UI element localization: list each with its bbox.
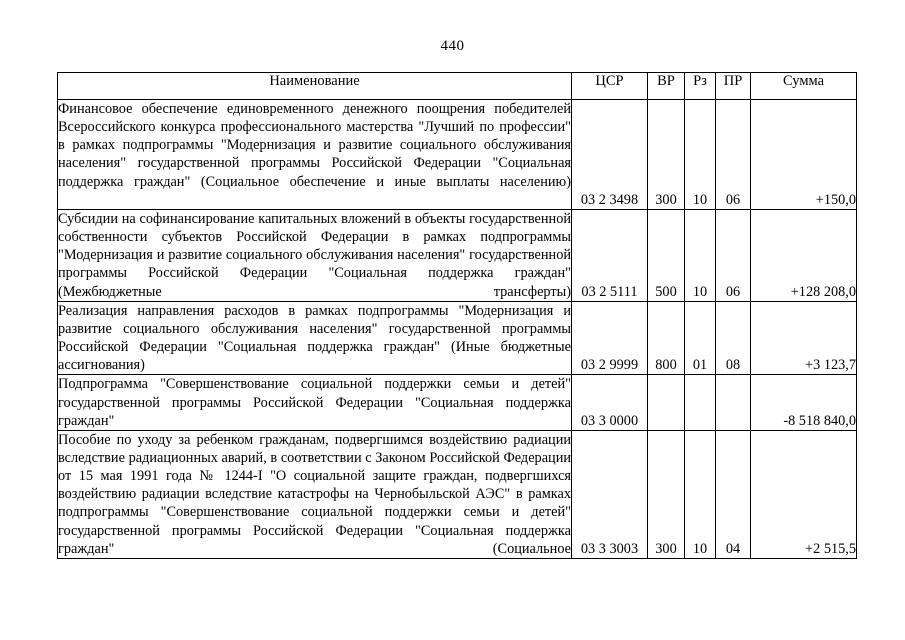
page-number: 440 [440, 38, 465, 54]
row-sum-value: +128 208,0 [790, 283, 856, 300]
row-pr [716, 375, 751, 430]
column-header-vr: ВР [648, 73, 685, 100]
budget-table-container [57, 72, 856, 559]
row-pr-value: 06 [725, 191, 741, 208]
row-sum [751, 301, 857, 375]
column-header-name: Наименование [58, 73, 572, 100]
row-name: Субсидии на софинансирование капитальных вложений в объекты государственной собственности субъектов Российской Федерации в рамках подпрограммы "Модернизация и развитие социального обслуживания населения" государственной программы Российской Федерации "Социальная поддержка граждан" (Межбюджетные трансферты) [58, 210, 571, 300]
row-sum-value: +2 515,5 [805, 540, 856, 557]
row-rz [685, 375, 716, 430]
row-vr-value: 300 [655, 540, 677, 557]
row-pr [716, 301, 751, 375]
table-row [58, 100, 857, 210]
row-pr-value: 06 [725, 283, 741, 300]
row-pr [716, 209, 751, 301]
row-code-value: 03 2 5111 [581, 283, 638, 300]
row-vr [648, 100, 685, 210]
table-body [58, 100, 857, 559]
row-pr-value: 04 [725, 540, 741, 557]
row-pr [716, 100, 751, 210]
row-vr [648, 375, 685, 430]
row-rz [685, 430, 716, 558]
table-row [58, 209, 857, 301]
column-header-sum: Сумма [751, 73, 857, 100]
row-code [572, 375, 648, 430]
table-row [58, 301, 857, 375]
row-rz [685, 100, 716, 210]
row-pr [716, 430, 751, 558]
row-name: Пособие по уходу за ребенком гражданам, подвергшимся воздействию радиации вследствие радиационных аварий, в соответствии с Законом Российской Федерации от 15 мая 1991 года № 1244-I "О социальной защите граждан, подвергшихся воздействию радиации вследствие катастрофы на Чернобыльской АЭС" в рамках подпрограммы "Совершенствование социальной поддержки семьи и детей" государственной программы Российской Федерации "Социальная поддержка граждан" (Социальное [58, 431, 571, 557]
row-rz-value: 10 [692, 283, 708, 300]
table-row [58, 430, 857, 558]
row-rz-value: 10 [692, 540, 708, 557]
row-rz [685, 209, 716, 301]
row-pr-value: 08 [725, 357, 741, 374]
row-vr-value: 500 [655, 283, 677, 300]
column-header-pr: ПР [716, 73, 751, 100]
row-code-value: 03 3 0000 [580, 412, 639, 429]
row-name: Подпрограмма "Совершенствование социальной поддержки семьи и детей" государственной программы Российской Федерации "Социальная поддержка граждан" [58, 376, 571, 429]
row-sum-value: -8 518 840,0 [783, 412, 856, 429]
row-name: Финансовое обеспечение единовременного денежного поощрения победителей Всероссийского конкурса профессионального мастерства "Лучший по профессии" в рамках подпрограммы "Модернизация и развитие социального обслуживания населения" государственной программы Российской Федерации "Социальная поддержка граждан" (Социальное обеспечение и иные выплаты населению) [58, 100, 572, 210]
row-code-value: 03 2 9999 [580, 357, 639, 374]
row-sum [751, 209, 857, 301]
row-code [572, 301, 648, 375]
row-code-value: 03 2 3498 [580, 191, 639, 208]
row-code [572, 209, 648, 301]
table-row [58, 375, 857, 430]
column-header-code: ЦСР [572, 73, 648, 100]
row-vr-value: 800 [655, 357, 677, 374]
row-rz [685, 301, 716, 375]
row-rz-value: 10 [692, 191, 708, 208]
row-vr [648, 301, 685, 375]
table-header [58, 73, 857, 100]
table-header-row [58, 73, 857, 100]
row-vr-value: 300 [655, 191, 677, 208]
row-name: Реализация направления расходов в рамках подпрограммы "Модернизация и развитие социального обслуживания населения" государственной программы Российской Федерации "Социальная поддержка граждан" (Иные бюджетные ассигнования) [58, 302, 571, 374]
row-code-value: 03 3 3003 [580, 540, 639, 557]
row-sum-value: +3 123,7 [805, 357, 856, 374]
column-header-rz: Рз [685, 73, 716, 100]
row-rz-value: 01 [692, 357, 708, 374]
row-vr [648, 430, 685, 558]
row-code [572, 430, 648, 558]
row-sum [751, 430, 857, 558]
row-sum-value: +150,0 [815, 191, 856, 208]
row-code [572, 100, 648, 210]
budget-table [57, 72, 857, 559]
row-vr [648, 209, 685, 301]
row-sum [751, 100, 857, 210]
row-sum [751, 375, 857, 430]
